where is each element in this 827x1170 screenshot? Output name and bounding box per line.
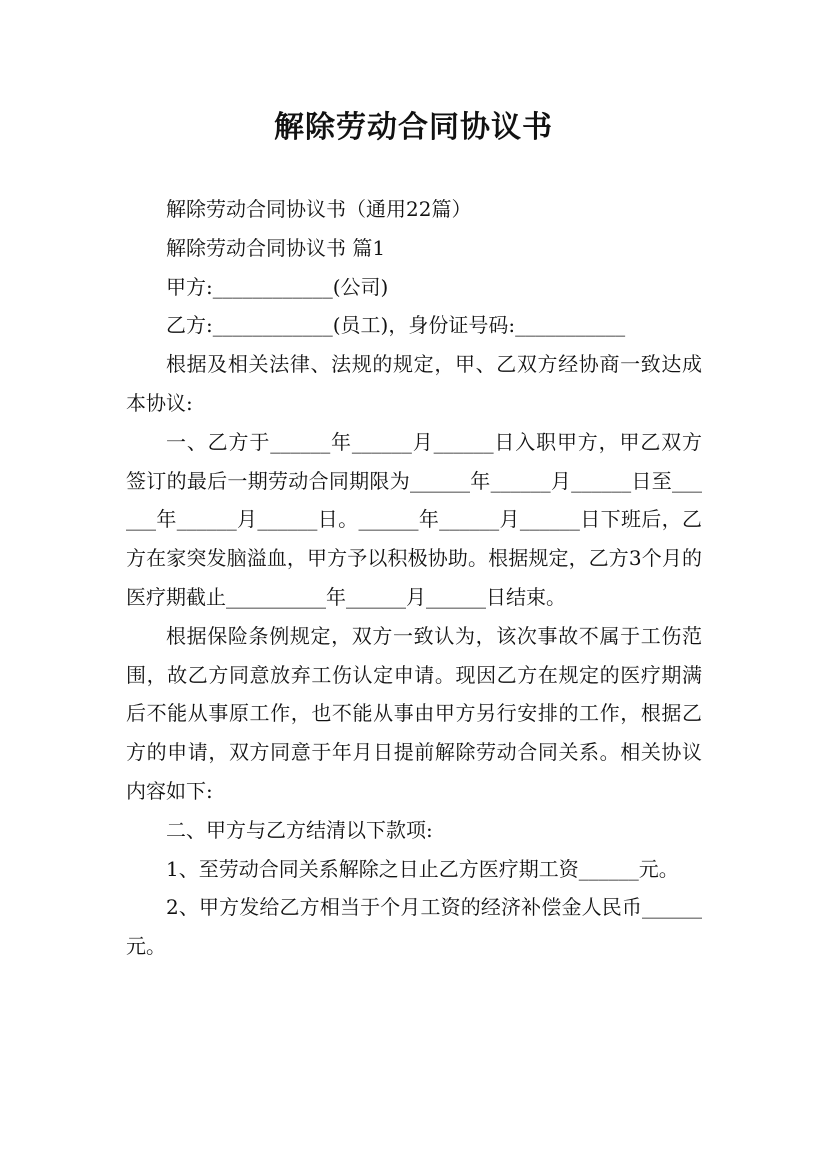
article-heading: 解除劳动合同协议书 篇1 — [166, 235, 386, 260]
payment-item-1: 1、至劳动合同关系解除之日止乙方医疗期工资______元。 — [166, 856, 679, 881]
doc-subtitle: 解除劳动合同协议书（通用22篇） — [166, 197, 472, 221]
clause-two-heading: 二、甲方与乙方结清以下款项: — [166, 817, 433, 842]
payment-item-2: 2、甲方发给乙方相当于个月工资的经济补偿金人民币______元。 — [126, 895, 702, 959]
preamble-paragraph: 根据及相关法律、法规的规定，甲、乙双方经协商一致达成本协议: — [126, 352, 702, 415]
party-a-line: 甲方:____________(公司) — [166, 274, 389, 299]
clause-one-paragraph: 一、乙方于______年______月______日入职甲方，甲乙双方签订的最后一期劳动合同期限为______年______月______日至______年______月______日。______年______月______日下班后，乙方在家突发脑溢血，甲方予以积极协助。根据规定，乙方3个月的医疗期截止__________年______月______日结束。 — [126, 429, 702, 609]
document-title: 解除劳动合同协议书 — [274, 110, 553, 145]
party-b-line: 乙方:____________(员工)，身份证号码:___________ — [166, 313, 626, 338]
insurance-paragraph: 根据保险条例规定，双方一致认为，该次事故不属于工伤范围，故乙方同意放弃工伤认定申请。现因乙方在规定的医疗期满后不能从事原工作，也不能从事由甲方另行安排的工作，根据乙方的申请，双方同意于年月日提前解除劳动合同关系。相关协议内容如下: — [126, 623, 702, 803]
document-body — [126, 190, 702, 966]
